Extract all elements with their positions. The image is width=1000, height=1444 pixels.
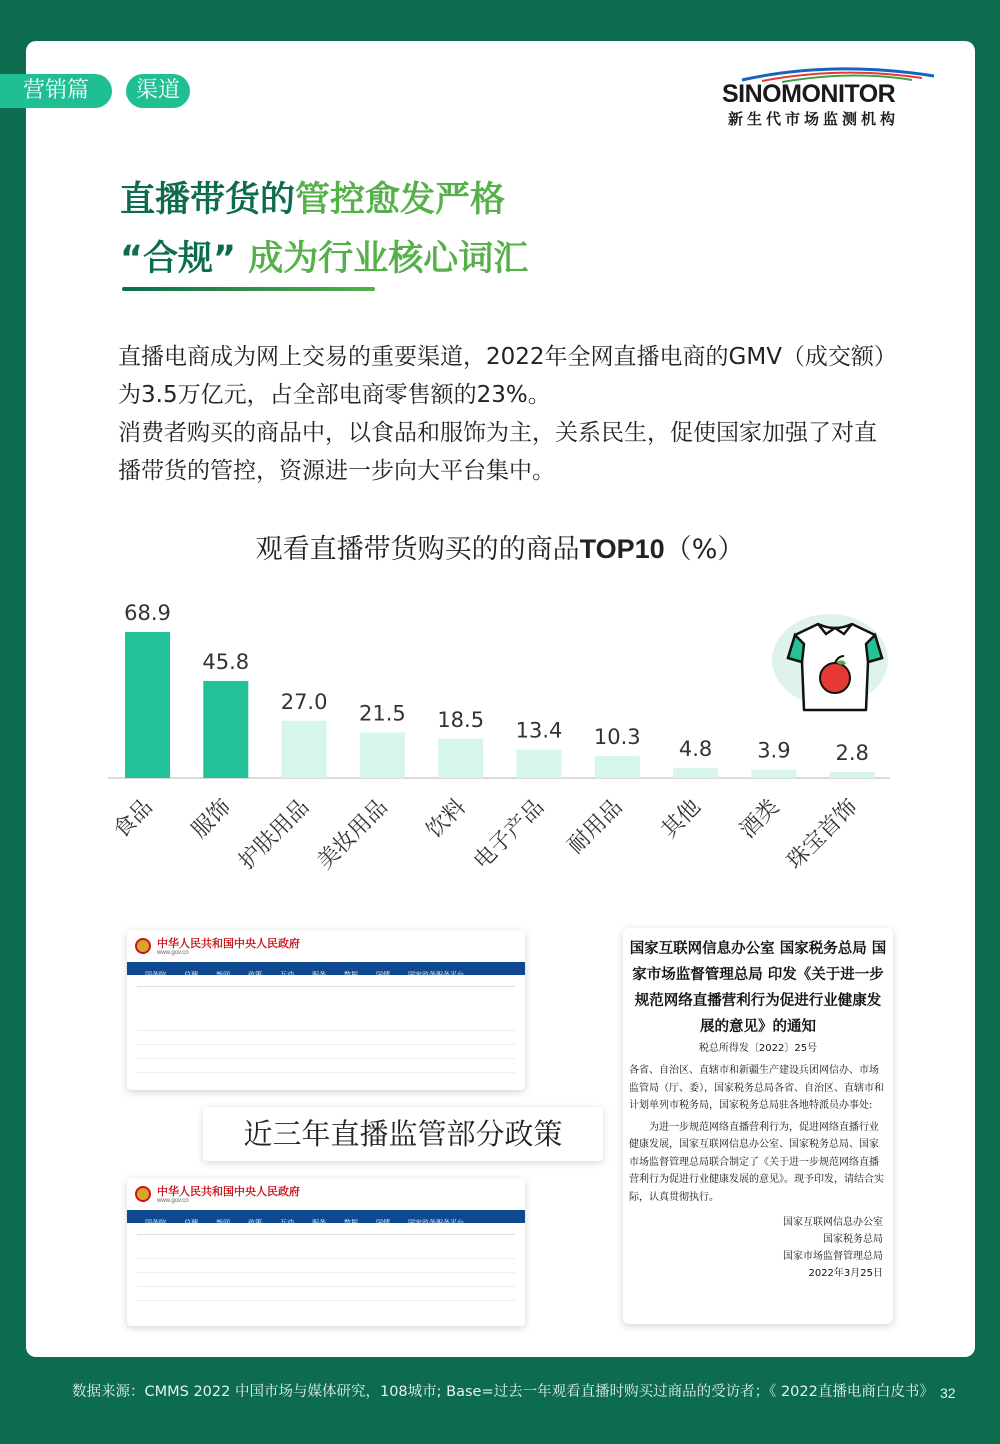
notice-recipients: 各省、自治区、直辖市和新疆生产建设兵团网信办、市场监管局（厅、委），国家税务总局各省、自治区、直辖市和计划单列市税务局，国家税务总局驻各地特派员办事处: [629,1065,884,1111]
category-label: 美妆用品 [312,794,393,875]
gov-nav-item: 国家政务服务平台 [408,971,464,979]
bar-9 [830,772,875,778]
policy-caption: 近三年直播监管部分政策 [203,1107,603,1161]
category-label: 护肤用品 [234,794,315,875]
bar-value-label: 18.5 [437,707,485,732]
category-label: 服饰 [187,794,237,844]
notice-date: 2022年3月25日 [808,1268,883,1279]
headline-line-2 [120,231,528,281]
chart-title-bold: TOP10 [579,534,665,564]
gov-nav-item: 国情 [376,971,390,979]
category-label: 饮料 [422,794,471,844]
brand-logo [722,64,936,128]
gov-nav-item: 服务 [312,1219,326,1227]
national-emblem-icon [135,1186,151,1202]
category-label: 其他 [657,794,706,844]
gov-nav-item: 国务院 [145,971,166,979]
gov-doc-table [137,986,515,1082]
gov-site-title: 中华人民共和国中央人民政府 [157,1185,300,1198]
gov-nav-item: 服务 [312,971,326,979]
subsection-tag: 渠道 [126,74,190,108]
bar-value-label: 45.8 [202,649,250,674]
headline-part: 直播带货的 [120,180,296,220]
bar-value-label: 4.8 [678,736,713,761]
logo-wordmark: SINOMONITOR [722,80,896,108]
category-label: 食品 [108,794,158,844]
bar-2 [282,721,327,778]
bar-6 [595,756,640,778]
category-label: 电子产品 [469,794,550,875]
chart-title [0,527,1000,566]
gov-nav-item: 新闻 [216,1219,230,1227]
category-label: 珠宝首饰 [782,794,863,875]
notice-body: 为进一步规范网络直播营利行为，促进网络直播行业健康发展，国家互联网信息办公室、国家税务总局、国家市场监督管理总局联合制定了《关于进一步规范网络直播营利行为促进行业健康发展的意见》。现予印发，请结合实际，认真贯彻执行。 [629,1121,884,1203]
body-text [118,338,888,490]
page-number: 32 [940,1385,956,1401]
national-emblem-icon [135,938,151,954]
gov-nav-item: 政策 [248,971,262,979]
bar-value-label: 27.0 [280,689,328,714]
bar-7 [673,768,718,778]
gov-nav-item: 互动 [280,971,294,979]
bar-value-label: 21.5 [359,701,406,726]
policy-screenshot-2 [127,1178,525,1326]
notice-number: 税总所得发〔2022〕25号 [698,1043,818,1054]
logo-subtitle: 新生代市场监测机构 [728,110,900,128]
bar-1 [203,681,248,778]
data-source-footnote: 数据来源：CMMS 2022 中国市场与媒体研究，108城市; Base=过去一年观看直播时购买过商品的受访者；《 2022直播电商白皮书》 [72,1384,934,1400]
gov-nav-item: 数据 [344,1219,358,1227]
bar-8 [751,770,796,778]
category-label: 酒类 [735,794,785,844]
gov-site-url: www.gov.cn [157,1198,189,1204]
bar-5 [517,750,562,778]
body-paragraph: 直播电商成为网上交易的重要渠道，2022年全网直播电商的GMV（成交额）为3.5万亿元，占全部电商零售额的23%。 [118,344,886,408]
headline-underline [122,287,375,291]
notice-title: 国家互联网信息办公室 国家税务总局 国家市场监督管理总局 印发《关于进一步规范网络直播营利行为促进行业健康发展的意见》的通知 [629,941,887,1035]
gov-site-url: www.gov.cn [157,950,189,956]
bar-4 [438,739,483,778]
bar-chart [100,590,900,900]
gov-nav-item: 总理 [184,1219,198,1227]
gov-site-title: 中华人民共和国中央人民政府 [157,937,300,950]
notice-signatory: 国家互联网信息办公室 [783,1217,883,1228]
headline-highlight: 管控愈发严格 [295,180,506,220]
gov-doc-table [137,1234,515,1318]
gov-nav-bar [127,1210,525,1227]
gov-nav-item: 国情 [376,1219,390,1227]
bar-value-label: 13.4 [515,718,563,743]
chart-title-unit: （%） [664,534,745,565]
headline-line-1 [120,172,505,222]
gov-nav-item: 政策 [248,1219,262,1227]
policy-screenshot-1 [127,930,525,1090]
gov-nav-item: 互动 [280,1219,294,1227]
bar-3 [360,732,405,778]
bar-value-label: 3.9 [757,738,791,763]
gov-nav-item: 数据 [344,971,358,979]
bar-0 [125,632,170,778]
headline-part: “合规” [120,239,237,279]
section-tag: 营销篇 [0,74,112,108]
bar-value-label: 10.3 [593,725,641,750]
body-paragraph: 消费者购买的商品中，以食品和服饰为主，关系民生，促使国家加强了对直播带货的管控，资源进一步向大平台集中。 [118,420,877,484]
notice-signatory: 国家市场监督管理总局 [783,1251,883,1262]
notice-signatory: 国家税务总局 [823,1234,883,1245]
apple-shirt-icon [772,614,888,710]
gov-nav-bar [127,962,525,979]
gov-nav-item: 新闻 [216,971,230,979]
gov-nav-item: 国家政务服务平台 [408,1219,464,1227]
gov-nav-item: 总理 [184,971,198,979]
bar-value-label: 68.9 [124,601,171,625]
policy-notice [623,928,893,1324]
headline-highlight: 成为行业核心词汇 [236,239,529,279]
chart-title-text: 观看直播带货购买的的商品 [255,534,580,565]
bar-value-label: 2.8 [835,741,869,766]
category-label: 耐用品 [563,794,628,859]
gov-nav-item: 国务院 [145,1219,166,1227]
